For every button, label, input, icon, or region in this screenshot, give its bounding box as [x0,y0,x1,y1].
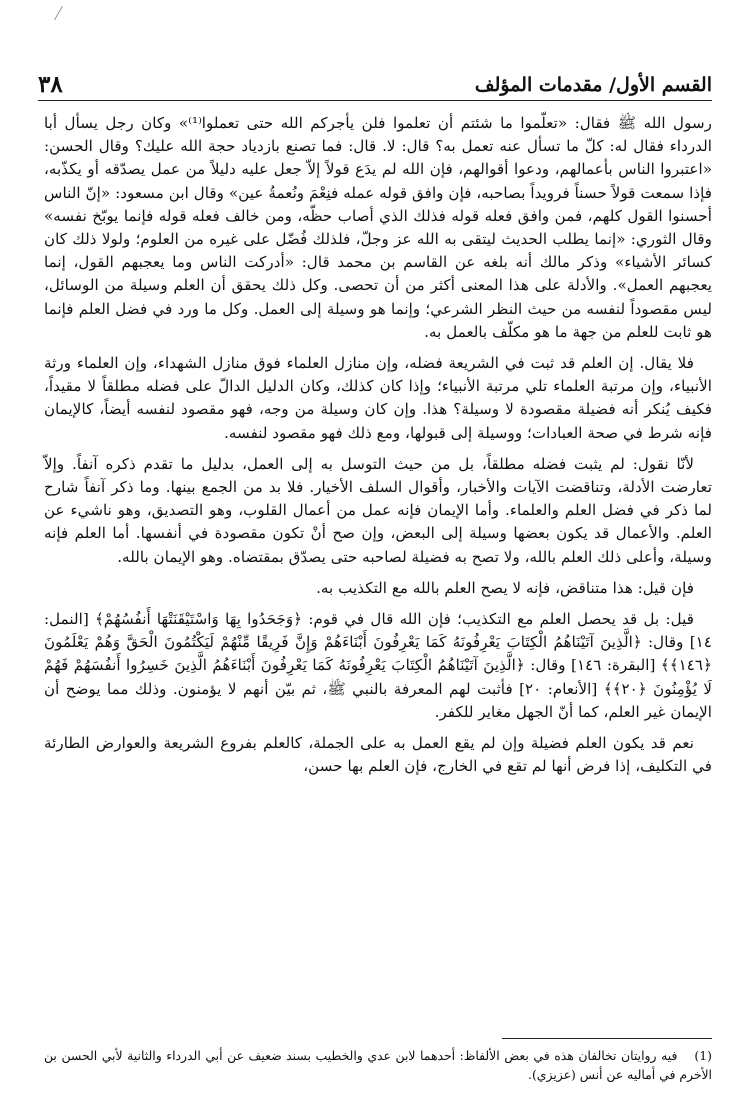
footnote-text: فيه روايتان تخالفان هذه في بعض الألفاظ: أحدهما لابن عدي والخطيب بسند ضعيف عن أبي الدرداء والثانية لأبي الحسن بن الأخرم في أماليه عن أنس (عزيزي). [44,1048,712,1082]
paragraph-2: فلا يقال. إن العلم قد ثبت في الشريعة فضله، وإن منازل العلماء فوق منازل الشهداء، وإن العلماء ورثة الأنبياء، وإن مرتبة العلماء تلي مرتبة الأنبياء؛ وإذا كان كذلك، وكان الدليل الدالّ على فضله مطلقاً لا مقيداً، فكيف يُنكر أنه فضيلة مقصودة لا وسيلة؟ هذا. وإن كان وسيلة من وجه، فهو مقصود لنفسه أيضاً، كالإيمان فإنه شرط في صحة العبادات؛ ووسيلة إلى قبولها، ومع ذلك فهو مقصود لنفسه. [44,354,712,442]
footnote [44,1046,712,1084]
paragraph-5: قيل: بل قد يحصل العلم مع التكذيب؛ فإن الله قال في قوم: ﴿وَجَحَدُوا بِهَا وَاسْتَيْقَنَتْهَا أَنفُسُهُمْ﴾ [النمل: ١٤] وقال: ﴿الَّذِينَ آتَيْنَاهُمُ الْكِتَابَ يَعْرِفُونَهُ كَمَا يَعْرِفُونَ أَبْنَاءَهُمْ وَإِنَّ فَرِيقًا مِّنْهُمْ لَيَكْتُمُونَ الْحَقَّ وَهُمْ يَعْلَمُونَ ﴿١٤٦﴾﴾ [البقرة: ١٤٦] وقال: ﴿الَّذِينَ آتَيْنَاهُمُ الْكِتَابَ يَعْرِفُونَهُ كَمَا يَعْرِفُونَ أَبْنَاءَهُمُ الَّذِينَ خَسِرُوا أَنفُسَهُمْ فَهُمْ لَا يُؤْمِنُونَ ﴿٢٠﴾﴾ [الأنعام: ٢٠] فأثبت لهم المعرفة بالنبي ﷺ، ثم بيّن أنهم لا يؤمنون. وذلك مما يوضح أن الإيمان غير العلم، كما أنّ الجهل مغاير للكفر. [44,610,712,721]
running-head: القسم الأول/ مقدمات المؤلف [474,74,712,96]
scan-mark [54,6,73,20]
paragraph-6: نعم قد يكون العلم فضيلة وإن لم يقع العمل به على الجملة، كالعلم بفروع الشريعة والعوارض الطارئة في التكليف، إذا فرض أنها لم تقع في الخارج، فإن العلم بها حسن، [44,734,712,776]
paragraph-1: رسول الله ﷺ فقال: «تعلّموا ما شئتم أن تعلموا فلن يأجركم الله حتى تعملوا⁽¹⁾» وكان رجل يسأل أبا الدرداء فقال له: كلّ ما تسأل عنه تعمل به؟ قال: لا. قال: فما تصنع بازدياد حجة الله عليك؟ وقال الحسن: «اعتبروا الناس بأعمالهم، ودعوا أقوالهم، فإن الله لم يدَع قولاً إلاّ جعل عليه دليلاً من عمل يصدّقه أو يكذّبه، فإذا سمعت قولاً حسناً فرويداً بصاحبه، فإن وافق قوله عمله فنِعْمَ ونُعمةُ عين» وقال ابن مسعود: «إنّ الناس أحسنوا القول كلهم، فمن وافق فعله قوله فذلك الذي أصاب حظّه، ومن خالف فعله قوله فإنما يوبّخ نفسه» وقال الثوري: «إنما يطلب الحديث ليتقى به الله عز وجلّ، فلذلك فُضّل على غيره من العلوم؛ ولولا ذلك كان كسائر الأشياء» وذكر مالك أنه بلغه عن القاسم بن محمد قال: «أدركت الناس وما يعجبهم القول، إنما يعجبهم العمل». والأدلة على هذا المعنى أكثر من أن تحصى. وكل ذلك يحقق أن العلم وسيلة من الوسائل، ليس مقصوداً لنفسه من حيث النظر الشرعي؛ وإنما هو وسيلة إلى العمل. وكل ما ورد في فضل العلم فإنما هو ثابت للعلم من جهة ما هو مكلّف بالعمل به. [44,114,713,341]
footnote-separator [502,1038,712,1039]
page-header [38,66,712,101]
footnote-number: (1) [694,1048,712,1063]
paragraph-3: لأنّا نقول: لم يثبت فضله مطلقاً، بل من حيث التوسل به إلى العمل، بدليل ما تقدم ذكره آنفاً. وإلاّ تعارضت الأدلة، وتناقضت الآيات والأخبار، وأقوال السلف الأخيار. فلا بد من الجمع بينها. وما ذكر آنفاً شارح لما ذكر في فضل العلم والعلماء. وأما الإيمان فإنه عمل من أعمال القلوب، وهو التصديق، وهو ناشيء عن العلم. والأعمال قد يكون بعضها وسيلة إلى البعض، وإن صح أنْ تكون مقصودة في أنفسها. أما العلم فإنه وسيلة، وأعلى ذلك العلم بالله، ولا تصح به فضيلة لصاحبه حتى يصدّق بمقتضاه. وهو الإيمان بالله. [44,454,712,566]
page-number: ٣٨ [38,71,63,98]
main-text [44,112,712,786]
paragraph-4: فإن قيل: هذا متناقض، فإنه لا يصح العلم بالله مع التكذيب به. [316,578,694,597]
